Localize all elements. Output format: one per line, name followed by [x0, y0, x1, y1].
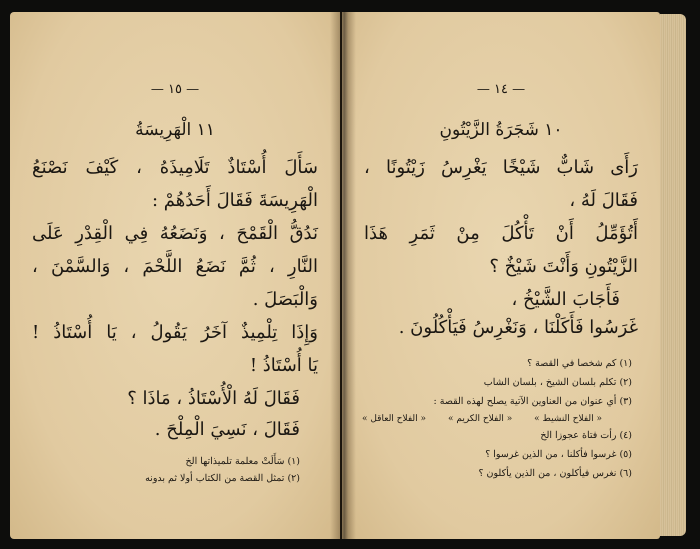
exercise-item: (٤) رأت فتاة عجوزا الخ [540, 430, 632, 441]
exercise-item: (٢) تمثل القصة من الكتاب أولا ثم بدونه [145, 473, 300, 484]
exercise-item: (١) كم شخصا في القصة ؟ [527, 358, 632, 369]
text-line: سَأَلَ أُسْتَاذٌ تَلَامِيذَهُ ، كَيْفَ نَصْنَعُ [32, 157, 318, 178]
text-line: أَتُؤَمِّلُ أَنْ تَأْكُلَ مِنْ ثَمَرِ هَذَا [364, 223, 638, 244]
story-title: ١١ الْهَرِيسَةُ [135, 120, 215, 140]
text-line: غَرَسُوا فَأَكَلْنَا ، وَنَغْرِسُ فَيَأْكُلُونَ . [398, 317, 638, 338]
text-line: فَقَالَ لَهُ ، [569, 190, 638, 211]
text-line: وَإِذَا تِلْمِيذٌ آخَرُ يَقُولُ ، يَا أُسْتَاذُ ! [32, 322, 318, 343]
text-line: النَّارِ ، ثُمَّ نَضَعُ اللَّحْمَ ، وَالسَّمْنَ ، [32, 256, 318, 277]
text-line: نَدُقُّ الْقَمْحَ ، وَنَضَعُهُ فِي الْقِدْرِ عَلَى [32, 223, 318, 244]
title-option: « الفلاح العاقل » [362, 414, 427, 424]
title-option: « الفلاح النشيط » [534, 414, 602, 424]
left-page [10, 12, 340, 539]
right-page [342, 12, 660, 539]
exercise-item: (٥) غرسوا فأكلنا ، من الذين غرسوا ؟ [485, 449, 632, 460]
text-line: فَقَالَ ، نَسِيَ الْمِلْحَ . [154, 419, 300, 440]
page-number: — ١٥ — [150, 82, 200, 97]
title-option: « الفلاح الكريم » [447, 414, 513, 424]
page-edges [660, 14, 686, 536]
text-line: فَأَجَابَ الشَّيْخُ ، [511, 289, 620, 310]
text-line: يَا أُسْتَاذُ ! [249, 355, 318, 376]
exercise-item: (١) سَأَلَتْ معلمة تلميذاتها الخ [185, 456, 300, 467]
exercise-item: (٢) تكلم بلسان الشيخ ، بلسان الشاب [483, 377, 632, 388]
exercise-item: (٦) نغرس فيأكلون ، من الذين يأكلون ؟ [478, 468, 632, 479]
text-line: الزَّيْتُونِ وَأَنْتَ شَيْخٌ ؟ [489, 256, 638, 277]
text-line: الْهَرِيسَةَ فَقَالَ أَحَدُهُمْ : [152, 190, 318, 211]
page-number: — ١٤ — [476, 82, 526, 97]
title-options [362, 414, 602, 424]
text-line: رَأَى شَابٌّ شَيْخًا يَغْرِسُ زَيْتُونًا ، [364, 157, 638, 178]
text-line: فَقَالَ لَهُ الْأُسْتَاذُ ، مَاذَا ؟ [127, 388, 300, 409]
exercise-item: (٣) أي عنوان من العناوين الآتية يصلح لهذه القصة : [433, 396, 632, 407]
story-title: ١٠ شَجَرَةُ الزَّيْتُونِ [439, 120, 563, 140]
text-line: وَالْبَصَلَ . [252, 289, 318, 310]
